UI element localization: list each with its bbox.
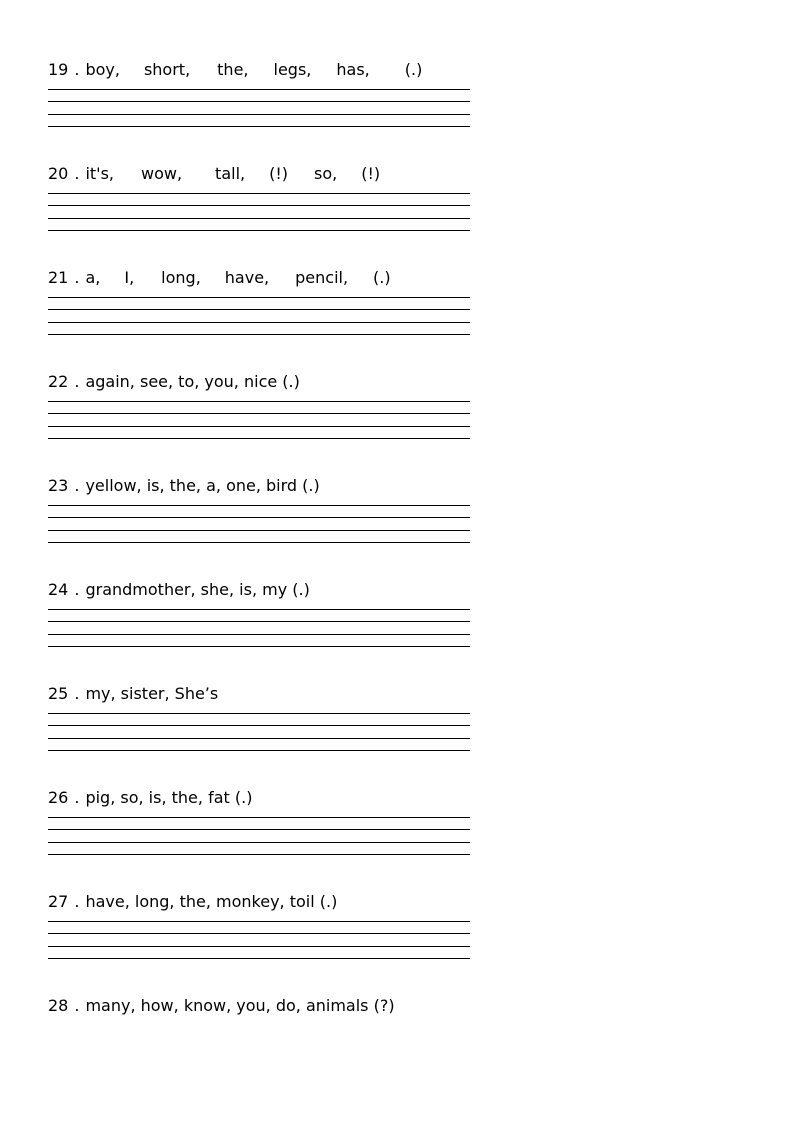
- question-separator: .: [74, 788, 80, 807]
- question-number: 22: [48, 372, 69, 391]
- word-list: [85, 163, 380, 185]
- answer-rule: [48, 609, 470, 610]
- answer-rule: [48, 218, 470, 219]
- word-list: again, see, to, you, nice (.): [85, 372, 300, 391]
- word: (.): [373, 268, 391, 287]
- answer-rule: [48, 829, 470, 830]
- word: long,: [161, 268, 201, 287]
- answer-rule: [48, 322, 470, 323]
- question-separator: .: [74, 996, 80, 1015]
- word: a,: [85, 268, 101, 287]
- answer-rule: [48, 297, 470, 298]
- question-prompt: [48, 995, 478, 1017]
- question-separator: .: [74, 684, 80, 703]
- word: so,: [314, 164, 338, 183]
- question-number: 27: [48, 892, 69, 911]
- answer-rule: [48, 505, 470, 506]
- answer-lines[interactable]: [48, 401, 470, 441]
- answer-rule: [48, 946, 470, 947]
- question-27: [48, 891, 478, 913]
- question-19: [48, 59, 478, 81]
- answer-lines[interactable]: [48, 297, 470, 337]
- question-prompt: [48, 579, 478, 601]
- answer-rule: [48, 438, 470, 439]
- question-20: [48, 163, 478, 185]
- answer-rule: [48, 933, 470, 934]
- answer-rule: [48, 854, 470, 855]
- answer-rule: [48, 426, 470, 427]
- question-22: [48, 371, 478, 393]
- question-number: 21: [48, 268, 69, 287]
- answer-rule: [48, 205, 470, 206]
- question-prompt: [48, 891, 478, 913]
- answer-lines[interactable]: [48, 609, 470, 649]
- question-prompt: [48, 163, 478, 185]
- answer-rule: [48, 309, 470, 310]
- answer-rule: [48, 542, 470, 543]
- question-number: 19: [48, 60, 69, 79]
- question-23: [48, 475, 478, 497]
- answer-rule: [48, 401, 470, 402]
- question-26: [48, 787, 478, 809]
- answer-rule: [48, 101, 470, 102]
- word-list: [85, 59, 422, 81]
- question-number: 20: [48, 164, 69, 183]
- word-list: many, how, know, you, do, animals (?): [85, 996, 395, 1015]
- word: it's,: [85, 164, 114, 183]
- word: short,: [143, 60, 191, 79]
- answer-lines[interactable]: [48, 89, 470, 129]
- question-number: 25: [48, 684, 69, 703]
- answer-lines[interactable]: [48, 817, 470, 857]
- answer-rule: [48, 334, 470, 335]
- word: have,: [224, 268, 270, 287]
- question-separator: .: [74, 268, 80, 287]
- question-number: 26: [48, 788, 69, 807]
- answer-rule: [48, 646, 470, 647]
- question-separator: .: [74, 580, 80, 599]
- word: (!): [269, 164, 289, 183]
- question-prompt: [48, 59, 478, 81]
- answer-rule: [48, 634, 470, 635]
- word: tall,: [215, 164, 246, 183]
- question-separator: .: [74, 60, 80, 79]
- word-list: my, sister, She’s: [85, 684, 219, 703]
- word: the,: [217, 60, 249, 79]
- answer-rule: [48, 193, 470, 194]
- question-number: 23: [48, 476, 69, 495]
- answer-rule: [48, 738, 470, 739]
- question-separator: .: [74, 372, 80, 391]
- answer-rule: [48, 517, 470, 518]
- word-list: grandmother, she, is, my (.): [85, 580, 310, 599]
- question-28: [48, 995, 478, 1017]
- word: legs,: [273, 60, 312, 79]
- answer-lines[interactable]: [48, 193, 470, 233]
- question-prompt: [48, 371, 478, 393]
- answer-rule: [48, 817, 470, 818]
- question-21: [48, 267, 478, 289]
- question-24: [48, 579, 478, 601]
- answer-lines[interactable]: [48, 921, 470, 961]
- word: wow,: [141, 164, 183, 183]
- question-prompt: [48, 683, 478, 705]
- answer-rule: [48, 842, 470, 843]
- question-number: 28: [48, 996, 69, 1015]
- question-separator: .: [74, 164, 80, 183]
- word: (.): [404, 60, 423, 79]
- question-prompt: [48, 475, 478, 497]
- question-prompt: [48, 787, 478, 809]
- question-number: 24: [48, 580, 69, 599]
- answer-lines[interactable]: [48, 505, 470, 545]
- answer-rule: [48, 713, 470, 714]
- answer-rule: [48, 126, 470, 127]
- answer-rule: [48, 230, 470, 231]
- answer-rule: [48, 530, 470, 531]
- question-separator: .: [74, 476, 80, 495]
- answer-rule: [48, 921, 470, 922]
- answer-rule: [48, 89, 470, 90]
- word: pencil,: [295, 268, 349, 287]
- word-list: [85, 267, 390, 289]
- word: boy,: [85, 60, 120, 79]
- word: I,: [124, 268, 135, 287]
- answer-rule: [48, 114, 470, 115]
- word-list: pig, so, is, the, fat (.): [85, 788, 253, 807]
- word: has,: [336, 60, 370, 79]
- answer-rule: [48, 725, 470, 726]
- word-list: have, long, the, monkey, toil (.): [85, 892, 338, 911]
- word: (!): [361, 164, 381, 183]
- answer-rule: [48, 750, 470, 751]
- answer-rule: [48, 621, 470, 622]
- answer-rule: [48, 413, 470, 414]
- question-separator: .: [74, 892, 80, 911]
- word-list: yellow, is, the, a, one, bird (.): [85, 476, 320, 495]
- answer-lines[interactable]: [48, 713, 470, 753]
- answer-rule: [48, 958, 470, 959]
- question-25: [48, 683, 478, 705]
- question-prompt: [48, 267, 478, 289]
